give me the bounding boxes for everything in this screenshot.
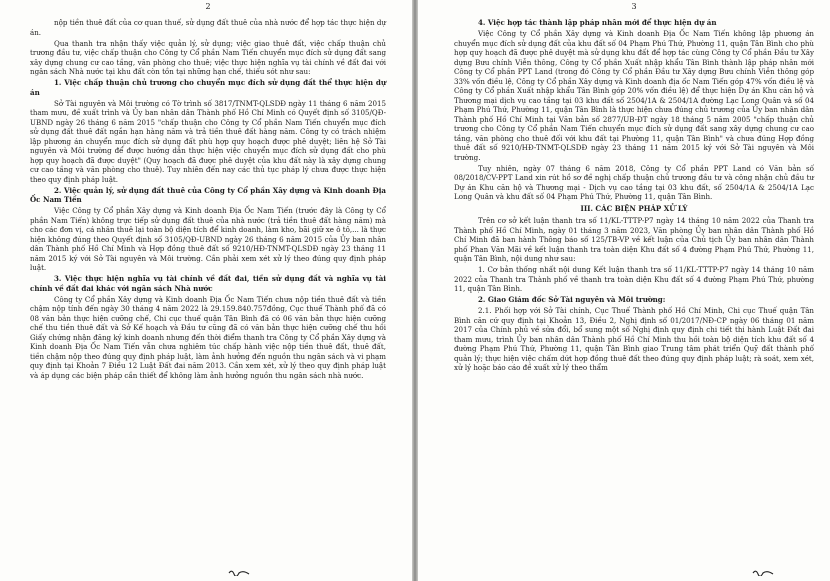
section-heading: 4. Việc hợp tác thành lập pháp nhân mới để thực hiện dự án xyxy=(478,18,717,27)
paragraph: Việc Công ty Cổ phần Xây dựng và Kinh doanh Địa Ốc Nam Tiến (trước đây là Công ty Cổ phần Nam Tiến) không trực tiếp sử dụng đất thuê của nhà nước (trả tiền thuê đất hàng năm) mà cho các đơn vị, cá nhân thuê lại toàn bộ diện tích để kinh doanh, làm kho, bãi giữ xe ô tô,... là thực hiện không đúng theo Quyết định số 3105/QĐ-UBND ngày 26 tháng 6 năm 2015 của Ủy ban nhân dân Thành phố Hồ Chí Minh và Hợp đồng thuê đất số 9210/HĐ-TNMT-QLSDĐ ngày 23 tháng 11 năm 2015 ký với Sở Tài nguyên và Môi trường. Cần phải xem xét xử lý theo đúng quy định pháp luật. xyxy=(30,206,386,272)
section-heading: 3. Việc thực hiện nghĩa vụ tài chính về đất đai, tiền sử dụng đất và nghĩa vụ tài chính về đất đai khác với ngân sách Nhà nước xyxy=(30,274,386,293)
section-heading: 2. Giao Giám đốc Sở Tài nguyên và Môi trường: xyxy=(478,295,666,304)
section-heading: 1. Việc chấp thuận chủ trương cho chuyển mục đích sử dụng đất thể thực hiện dự án xyxy=(30,78,386,97)
paragraph: Tuy nhiên, ngày 07 tháng 6 năm 2018, Công ty Cổ phần PPT Land có Văn bản số 08/2018/CV-PPT Land xin rút hồ sơ đề nghị chấp thuận chủ trương đầu tư và công nhận chủ đầu tư Dự án Khu căn hộ và Thương mại - Dịch vụ cao tầng tại 03 khu đất, số 2504/1A & 2504/1A Lạc Long Quân và khu đất số 04 Phạm Phú Thứ, Phường 11, quận Tân Bình. xyxy=(454,163,814,201)
left-page xyxy=(0,0,412,581)
paragraph: Việc Công ty Cổ phần Xây dựng và Kinh doanh Địa Ốc Nam Tiến không lập phương án chuyển mục đích sử dụng đất của khu đất số 04 Phạm Phú Thứ, Phường 11, quận Tân Bình cho phù hợp quy hoạch đã được phê duyệt mà sử dụng khu đất để hợp tác cùng Công ty Cổ phần Đầu tư Xây dựng Bưu chính Viễn thông, Công ty Cổ phần Xuất nhập khẩu Tân Bình thành lập pháp nhân mới Công ty Cổ phần PPT Land (trong đó Công ty Cổ phần Đầu tư Xây dựng Bưu chính Viễn thông góp 33% vốn điều lệ, Công ty Cổ phần Xây dựng và Kinh doanh địa ốc Nam Tiến góp 47% vốn điều lệ và Công ty Cổ phần Xuất nhập khẩu Tân Bình góp 20% vốn điều lệ) để thực hiện Dự án Khu căn hộ và Thương mại dịch vụ cao tầng tại 03 khu đất số 2504/1A & 2504/1A đường Lạc Long Quân và số 04 Phạm Phú Thứ, Phường 11, quận Tân Bình là thực hiện chưa đúng chủ trương của Ủy ban nhân dân Thành phố Hồ Chí Minh tại Văn bản số 2877/UB-ĐT ngày 18 tháng 5 năm 2005 "chấp thuận chủ trương cho Công ty Cổ phần Nam Tiến chuyển mục đích sử dụng đất sang xây dựng chung cư cao tầng, văn phòng cho thuê đối với khu đất tại Phường 11, quận Tân Bình" và chưa đúng Hợp đồng thuê đất số 9210/HĐ-TNMT-QLSDĐ ngày 23 tháng 11 năm 2015 ký với Sở Tài nguyên và Môi trường. xyxy=(454,29,814,162)
paragraph: Trên cơ sở kết luận thanh tra số 11/KL-TTTP-P7 ngày 14 tháng 10 năm 2022 của Thanh tra Thành phố Hồ Chí Minh, ngày 01 tháng 3 năm 2023, Văn phòng Ủy ban nhân dân Thành phố Hồ Chí Minh đã ban hành Thông báo số 125/TB-VP về kết luận của Chủ tịch Ủy ban nhân dân Thành phố Phan Văn Mãi về kết luận thanh tra toàn diện Khu đất số 4 đường Phạm Phú Thứ, Phường 11, quận Tân Bình, nội dung như sau: xyxy=(454,216,814,263)
paragraph: Qua thanh tra nhận thấy việc quản lý, sử dụng; việc giao thuê đất, việc chấp thuận chủ trương đầu tư, việc chấp thuận cho Công ty Cổ phần Nam Tiến chuyển mục đích sử dụng đất sang xây dựng chung cư cao tầng, văn phòng cho thuê; việc thực hiện nghĩa vụ tài chính về đất đai với ngân sách Nhà nước tại khu đất còn tồn tại những hạn chế, thiếu sót như sau: xyxy=(30,38,386,76)
section-heading: III. CÁC BIỆN PHÁP XỬ LÝ xyxy=(580,203,688,213)
paragraph: Công ty Cổ phần Xây dựng và Kinh doanh Địa Ốc Nam Tiến chưa nộp tiền thuê đất và tiền chậm nộp tính đến ngày 30 tháng 4 năm 2022 là 29.159.840.757đồng, Cục thuế Thành phố đã có 08 văn bản thực hiện cưỡng chế, Chi cục thuế quận Tân Bình đã có 06 văn bản thực hiện cưỡng chế thu tiền thuê đất và Sở Kế hoạch và Đầu tư cũng đã có văn bản thực hiện cưỡng chế thu hồi Giấy chứng nhận đăng ký kinh doanh nhưng đến thời điểm thanh tra Công ty Cổ phần Xây dựng và Kinh doanh Địa Ốc Nam Tiến vẫn chưa nghiêm túc chấp hành việc nộp tiền thuê đất, thuê đất, tiền chậm nộp theo đúng quy định pháp luật, làm ảnh hưởng đến nguồn thu ngân sách và vi phạm quy định tại Khoản 7 Điều 12 Luật Đất đai năm 2013. Cần xem xét, xử lý theo quy định pháp luật và áp dụng các biện pháp cần thiết để không làm ảnh hưởng nguồn thu ngân sách nhà nước. xyxy=(30,294,386,380)
right-page xyxy=(418,0,830,581)
page-number: 3 xyxy=(631,2,637,11)
paragraph: 2.1. Phối hợp với Sở Tài chính, Cục Thuế Thành phố Hồ Chí Minh, Chi cục Thuế quận Tân Bình căn cứ quy định tại Khoản 13, Điều 2, Nghị định số 01/2017/NĐ-CP ngày 06 tháng 01 năm 2017 của Chính phủ về sửa đổi, bổ sung một số Nghị định quy định chi tiết thi hành Luật Đất đai tham mưu, trình Ủy ban nhân dân Thành phố Hồ Chí Minh thu hồi toàn bộ diện tích khu đất số 4 đường Phạm Phú Thứ, Phường 11, quận Tân Bình giao Trung tâm phát triển Quỹ đất thành phố quản lý; thực hiện việc chấm dứt hợp đồng thuê đất theo đúng quy định pháp luật; rà soát, xem xét, xử lý hoặc báo cáo đề xuất xử lý theo thẩm xyxy=(454,306,814,372)
paragraph: Sở Tài nguyên và Môi trường có Tờ trình số 3817/TNMT-QLSDĐ ngày 11 tháng 6 năm 2015 tham mưu, đề xuất trình và Ủy ban nhân dân Thành phố Hồ Chí Minh có Quyết định số 3105/QĐ-UBND ngày 26 tháng 6 năm 2015 "chấp thuận cho Công ty Cổ phần Nam Tiến chuyển mục đích sử dụng đất thuê đất ngắn hạn hàng năm và trả tiền thuê đất hàng năm. Công ty có trách nhiệm lập phương án chuyển mục đích sử dụng đất phù hợp quy hoạch được phê duyệt; liên hệ Sở Tài nguyên và Môi trường để được hướng dẫn thực hiện việc chuyển mục đích sử dụng đất cho phù hợp quy hoạch đã được duyệt" (Quy hoạch đã được phê duyệt của khu đất này là xây dựng chung cư cao tầng và văn phòng cho thuê). Tuy nhiên đến nay các thủ tục pháp lý chưa được thực hiện theo quy định pháp luật. xyxy=(30,98,386,184)
paragraph: 1. Cơ bản thống nhất nội dung Kết luận thanh tra số 11/KL-TTTP-P7 ngày 14 tháng 10 năm 2022 của Thanh tra Thành phố về thanh tra toàn diện Khu đất số 4 đường Phạm Phú Thứ, phường 11, quận Tân Bình. xyxy=(454,265,814,293)
page-number: 2 xyxy=(205,2,211,11)
section-heading: 2. Việc quản lý, sử dụng đất thuê của Công ty Cổ phần Xây dựng và Kinh doanh Địa Ốc Nam Tiến xyxy=(30,185,386,204)
signature-mark xyxy=(752,568,774,576)
paragraph: nộp tiền thuê đất của cơ quan thuế, sử dụng đất thuê của nhà nước để hợp tác thực hiện dự án. xyxy=(30,18,386,37)
signature-mark xyxy=(228,568,250,576)
